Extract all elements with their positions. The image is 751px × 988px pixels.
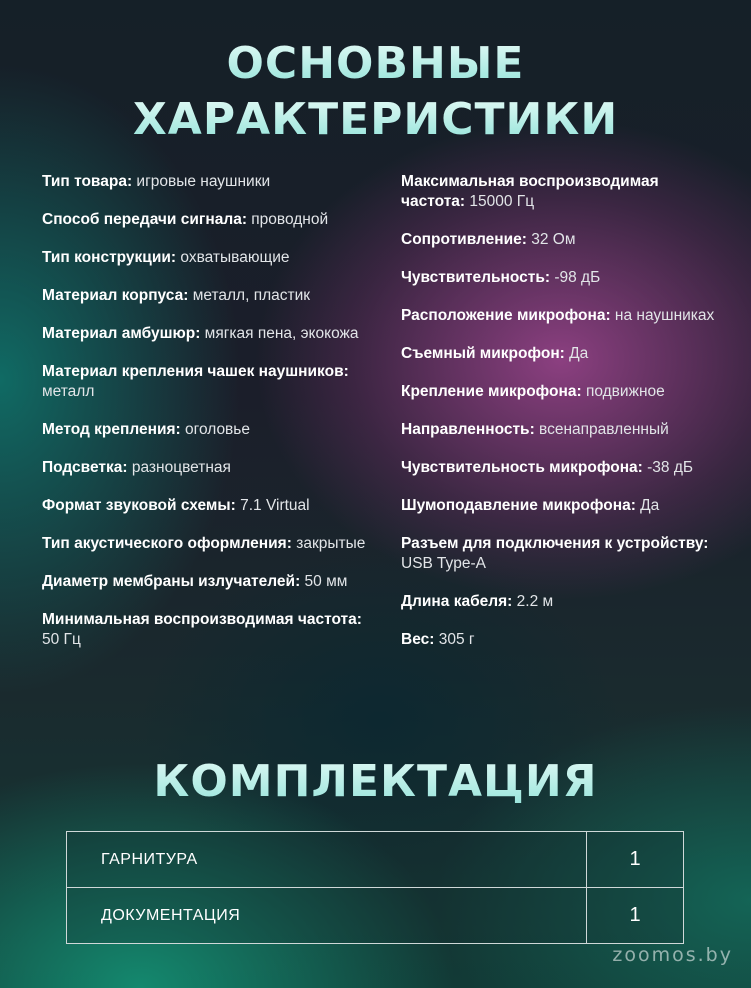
spec-label: Чувствительность: bbox=[401, 269, 551, 286]
spec-value: 15000 Гц bbox=[465, 193, 535, 210]
spec-value: 50 мм bbox=[300, 573, 348, 590]
spec-item bbox=[42, 210, 372, 230]
spec-item bbox=[401, 230, 721, 250]
spec-value: -98 дБ bbox=[550, 269, 601, 286]
spec-label: Съемный микрофон: bbox=[401, 345, 565, 362]
spec-value: мягкая пена, экокожа bbox=[200, 325, 359, 342]
kit-section-title: КОМПЛЕКТАЦИЯ bbox=[0, 752, 751, 812]
spec-value: игровые наушники bbox=[132, 173, 271, 190]
spec-label: Шумоподавление микрофона: bbox=[401, 497, 636, 514]
spec-label: Подсветка: bbox=[42, 459, 128, 476]
spec-item bbox=[42, 172, 372, 192]
spec-item bbox=[42, 496, 372, 516]
spec-label: Материал крепления чашек наушников: bbox=[42, 363, 349, 380]
table-row bbox=[67, 888, 684, 944]
kit-item-name: ГАРНИТУРА bbox=[67, 832, 587, 888]
spec-value: на наушниках bbox=[610, 307, 715, 324]
spec-value: 305 г bbox=[434, 631, 475, 648]
spec-label: Сопротивление: bbox=[401, 231, 527, 248]
page-title-line2: ХАРАКТЕРИСТИКИ bbox=[0, 94, 751, 146]
spec-item bbox=[401, 630, 721, 650]
spec-label: Способ передачи сигнала: bbox=[42, 211, 247, 228]
spec-value: 32 Ом bbox=[526, 231, 576, 248]
spec-label: Тип конструкции: bbox=[42, 249, 177, 266]
spec-value: Да bbox=[635, 497, 660, 514]
spec-label: Вес: bbox=[401, 631, 435, 648]
spec-item bbox=[42, 420, 372, 440]
spec-item bbox=[401, 172, 721, 212]
spec-item bbox=[401, 382, 721, 402]
page-title-line1: ОСНОВНЫЕ bbox=[0, 38, 751, 90]
spec-item bbox=[42, 286, 372, 306]
spec-label: Расположение микрофона: bbox=[401, 307, 611, 324]
specs-right-column bbox=[401, 172, 721, 668]
spec-item bbox=[42, 572, 372, 592]
spec-item bbox=[401, 496, 721, 516]
kit-table bbox=[66, 831, 684, 944]
watermark: zoomos.by bbox=[612, 944, 733, 966]
spec-label: Минимальная воспроизводимая частота: bbox=[42, 611, 362, 628]
spec-item bbox=[42, 362, 372, 402]
spec-item bbox=[42, 458, 372, 478]
spec-value: разноцветная bbox=[127, 459, 231, 476]
spec-item bbox=[42, 534, 372, 554]
spec-value: подвижное bbox=[581, 383, 665, 400]
spec-label: Крепление микрофона: bbox=[401, 383, 582, 400]
spec-item bbox=[401, 458, 721, 478]
spec-value: оголовье bbox=[180, 421, 250, 438]
spec-label: Тип акустического оформления: bbox=[42, 535, 292, 552]
kit-item-name: ДОКУМЕНТАЦИЯ bbox=[67, 888, 587, 944]
spec-item bbox=[401, 592, 721, 612]
spec-label: Направленность: bbox=[401, 421, 535, 438]
spec-value: проводной bbox=[246, 211, 329, 228]
spec-value: 2.2 м bbox=[512, 593, 554, 610]
spec-value: закрытые bbox=[291, 535, 366, 552]
spec-label: Максимальная воспроизводимая частота: bbox=[401, 173, 659, 210]
spec-item bbox=[401, 420, 721, 440]
spec-item bbox=[42, 610, 372, 650]
spec-item bbox=[401, 534, 721, 574]
spec-label: Разъем для подключения к устройству: bbox=[401, 535, 709, 552]
spec-label: Материал корпуса: bbox=[42, 287, 189, 304]
spec-label: Диаметр мембраны излучателей: bbox=[42, 573, 301, 590]
spec-item bbox=[42, 324, 372, 344]
kit-item-qty: 1 bbox=[587, 888, 684, 944]
spec-label: Материал амбушюр: bbox=[42, 325, 201, 342]
spec-value: 7.1 Virtual bbox=[235, 497, 310, 514]
spec-item bbox=[42, 248, 372, 268]
specs-left-column bbox=[42, 172, 372, 668]
spec-item bbox=[401, 306, 721, 326]
spec-value: Да bbox=[564, 345, 589, 362]
spec-value: металл bbox=[42, 383, 95, 400]
spec-value: USB Type-A bbox=[401, 555, 487, 572]
spec-label: Чувствительность микрофона: bbox=[401, 459, 643, 476]
table-row bbox=[67, 832, 684, 888]
spec-label: Тип товара: bbox=[42, 173, 133, 190]
spec-label: Длина кабеля: bbox=[401, 593, 513, 610]
spec-label: Метод крепления: bbox=[42, 421, 181, 438]
spec-value: всенаправленный bbox=[534, 421, 669, 438]
spec-value: металл, пластик bbox=[188, 287, 311, 304]
spec-item bbox=[401, 268, 721, 288]
spec-value: -38 дБ bbox=[642, 459, 694, 476]
spec-item bbox=[401, 344, 721, 364]
spec-value: 50 Гц bbox=[42, 631, 81, 648]
kit-item-qty: 1 bbox=[587, 832, 684, 888]
spec-value: охватывающие bbox=[176, 249, 290, 266]
spec-label: Формат звуковой схемы: bbox=[42, 497, 236, 514]
